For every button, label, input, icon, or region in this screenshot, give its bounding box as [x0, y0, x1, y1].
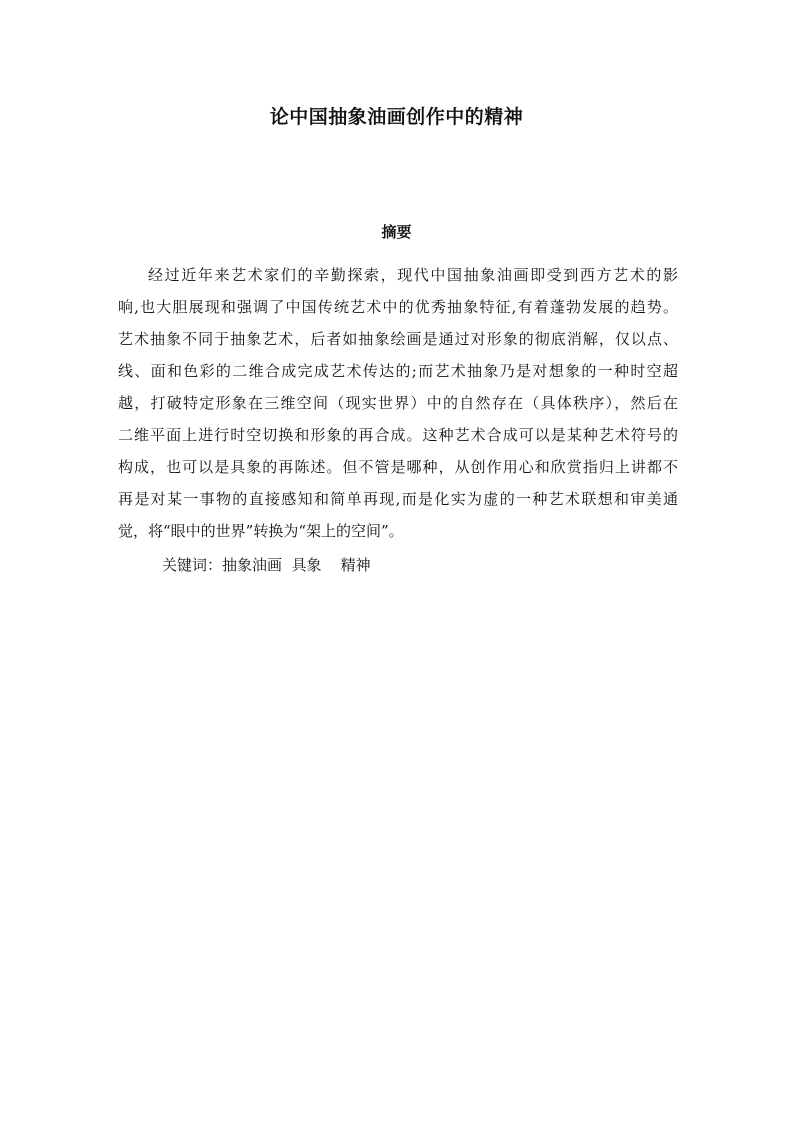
- paper-title: 论中国抽象油画创作中的精神: [269, 106, 524, 128]
- abstract-heading: 摘要: [381, 223, 412, 241]
- abstract-line: 线、面和色彩的二维合成完成艺术传达的;而艺术抽象乃是对想象的一种时空超: [118, 362, 678, 380]
- abstract-line: 响,也大胆展现和强调了中国传统艺术中的优秀抽象特征,有着蓬勃发展的趋势。: [118, 298, 678, 316]
- abstract-line: 经过近年来艺术家们的辛勤探索，现代中国抽象油画即受到西方艺术的影: [148, 266, 678, 284]
- abstract-line: 觉，将“眼中的世界”转换为“架上的空间”。: [118, 522, 404, 540]
- abstract-line: 越，打破特定形象在三维空间（现实世界）中的自然存在（具体秩序），然后在: [118, 394, 678, 412]
- abstract-line: 构成，也可以是具象的再陈述。但不管是哪种，从创作用心和欣赏指归上讲都不: [118, 458, 678, 476]
- abstract-body: [118, 259, 678, 547]
- keywords-line: [162, 553, 371, 577]
- keywords-list: 抽象油画 具象 精神: [222, 556, 371, 574]
- abstract-line: 二维平面上进行时空切换和形象的再合成。这种艺术合成可以是某种艺术符号的: [118, 426, 678, 444]
- abstract-line: 再是对某一事物的直接感知和简单再现,而是化实为虚的一种艺术联想和审美通: [118, 490, 678, 508]
- keywords-label: 关键词：: [162, 556, 223, 574]
- abstract-line: 艺术抽象不同于抽象艺术，后者如抽象绘画是通过对形象的彻底消解，仅以点、: [118, 330, 678, 348]
